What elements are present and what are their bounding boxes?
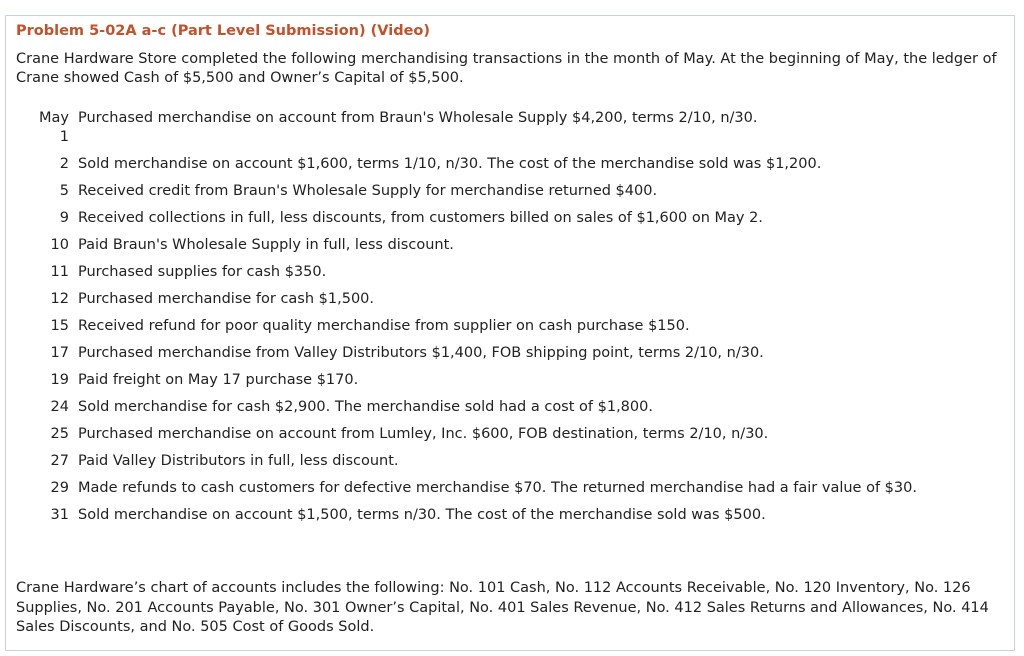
transaction-date: 29 — [50, 480, 69, 496]
transaction-row — [16, 182, 1008, 201]
transaction-description: Paid freight on May 17 purchase $170. — [78, 372, 359, 388]
transaction-date: 19 — [50, 372, 69, 388]
transaction-description: Purchased merchandise for cash $1,500. — [78, 291, 375, 307]
transaction-description: Received credit from Braun's Wholesale Supply for merchandise returned $400. — [78, 183, 658, 199]
transaction-row — [16, 425, 1008, 444]
problem-panel — [5, 15, 1015, 651]
transaction-description: Sold merchandise on account $1,600, terms 1/10, n/30. The cost of the merchandise sold was $1,200. — [78, 156, 822, 172]
transaction-date: 31 — [50, 507, 69, 523]
transaction-description: Sold merchandise for cash $2,900. The merchandise sold had a cost of $1,800. — [78, 399, 653, 415]
transaction-date: 15 — [50, 318, 69, 334]
transaction-date: 2 — [59, 156, 69, 172]
transaction-row — [16, 398, 1008, 417]
transaction-description: Paid Braun's Wholesale Supply in full, less discount. — [78, 237, 454, 253]
transaction-row — [16, 263, 1008, 282]
transaction-row — [16, 209, 1008, 228]
transaction-list — [16, 109, 1008, 533]
transaction-row — [16, 290, 1008, 309]
problem-title: Problem 5-02A a-c (Part Level Submission) (Video) — [16, 23, 431, 39]
transaction-date: 17 — [50, 345, 69, 361]
transaction-description: Paid Valley Distributors in full, less discount. — [78, 453, 399, 469]
transaction-row — [16, 109, 1008, 147]
transaction-date: 10 — [50, 237, 69, 253]
problem-intro: Crane Hardware Store completed the following merchandising transactions in the month of May. At the beginning of May, the ledger of Crane showed Cash of $5,500 and Owner’s Capital of $5,500. — [16, 51, 997, 86]
transaction-row — [16, 155, 1008, 174]
transaction-description: Sold merchandise on account $1,500, terms n/30. The cost of the merchandise sold was $500. — [78, 507, 766, 523]
transaction-description: Purchased merchandise from Valley Distributors $1,400, FOB shipping point, terms 2/10, n/30. — [78, 345, 764, 361]
transaction-description: Purchased merchandise on account from Braun's Wholesale Supply $4,200, terms 2/10, n/30. — [78, 110, 758, 126]
transaction-description: Received refund for poor quality merchandise from supplier on cash purchase $150. — [78, 318, 690, 334]
transaction-row — [16, 371, 1008, 390]
transaction-date: 24 — [50, 399, 69, 415]
transaction-date: 12 — [50, 291, 69, 307]
chart-of-accounts: Crane Hardware’s chart of accounts includes the following: No. 101 Cash, No. 112 Accounts Receivable, No. 120 Inventory, No. 126 Supplies, No. 201 Accounts Payable, No. 301 Owner’s Capital, No. 401 Sales Revenue, No. 412 Sales Returns and Allowances, No. 414 Sales Discounts, and No. 505 Cost of Goods Sold. — [16, 580, 989, 635]
transaction-date: May 1 — [39, 110, 69, 145]
transaction-row — [16, 317, 1008, 336]
transaction-row — [16, 452, 1008, 471]
transaction-date: 11 — [50, 264, 69, 280]
transaction-description: Purchased supplies for cash $350. — [78, 264, 327, 280]
transaction-row — [16, 506, 1008, 525]
transaction-description: Received collections in full, less discounts, from customers billed on sales of $1,600 on May 2. — [78, 210, 763, 226]
transaction-row — [16, 479, 1008, 498]
transaction-row — [16, 236, 1008, 255]
transaction-row — [16, 344, 1008, 363]
transaction-date: 5 — [59, 183, 69, 199]
transaction-date: 25 — [50, 426, 69, 442]
transaction-description: Purchased merchandise on account from Lumley, Inc. $600, FOB destination, terms 2/10, n/30. — [78, 426, 769, 442]
transaction-description: Made refunds to cash customers for defective merchandise $70. The returned merchandise had a fair value of $30. — [78, 480, 917, 496]
transaction-date: 9 — [59, 210, 69, 226]
transaction-date: 27 — [50, 453, 69, 469]
